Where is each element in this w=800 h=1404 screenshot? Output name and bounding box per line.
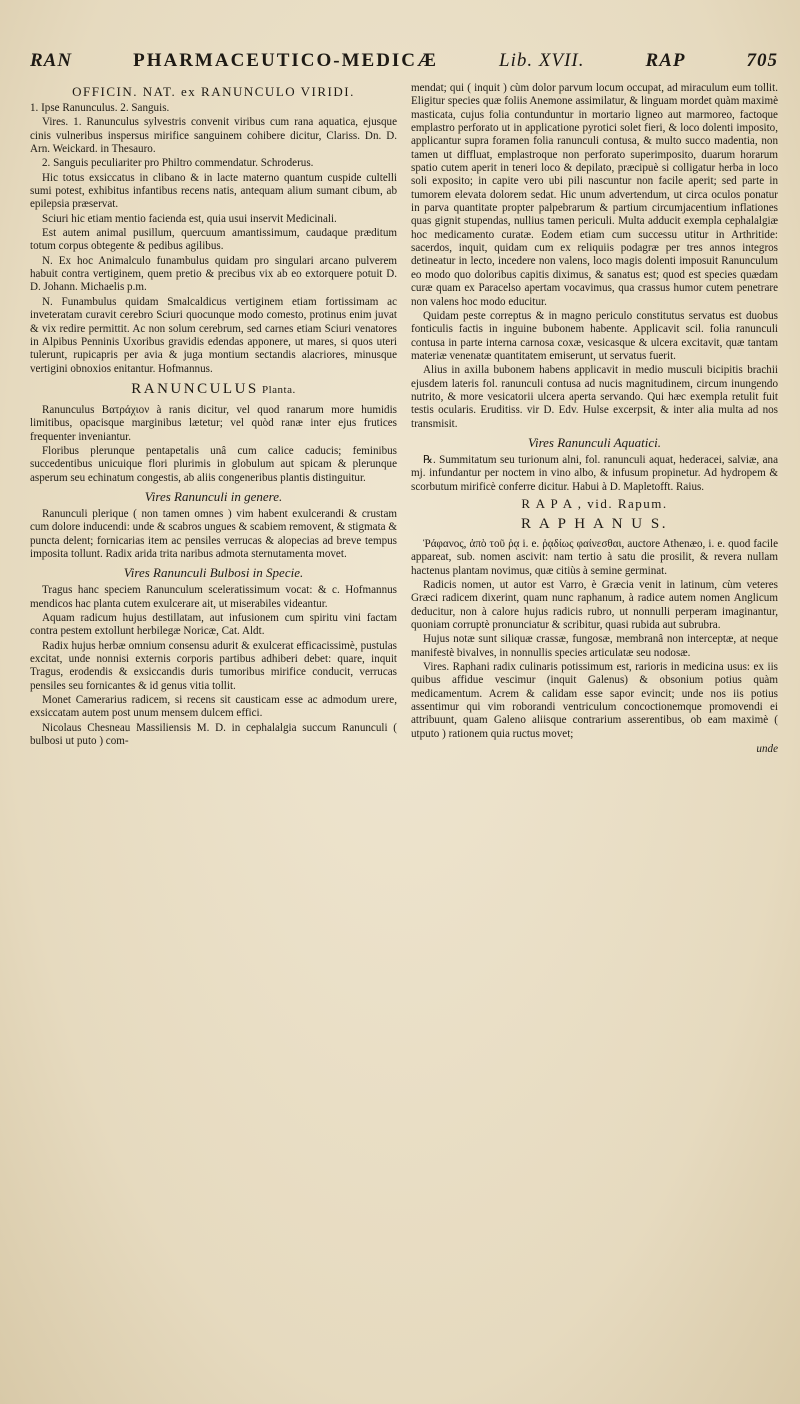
running-head-title: PHARMACEUTICO-MEDICÆ [133,50,439,71]
paragraph: Floribus plerunque pentapetalis unâ cum calice caducis; feminibus succedentibus unicuique flori plurimis in globulum aut spicam & plerunque asperum seu echinatum congestis, ab aliis congeneribus plantis distinguitur. [30,444,397,484]
paragraph: Ranunculi plerique ( non tamen omnes ) vim habent exulcerandi & crustam cum dolore inducendi: unde & scabros ungues & scabiem removent, & stigmata & puncta delent; fornicarias item ac pensiles verrucas & alopecias ad breve tempus imposita tollunt. Radix arida trita naribus admota sternutamenta movet. [30,507,397,560]
section-heading-subtitle: Planta. [258,383,296,396]
paragraph: N. Ex hoc Animalculo funambulus quidam pro singulari arcano pulverem habuit contra vertiginem, quem pretio & precibus vix ab eo extorquere potuit D. D. Johann. Michaelis p.m. [30,254,397,294]
paragraph: Quidam peste correptus & in magno periculo constitutus servatus est duobus fonticulis factis in inguine bubonem habente. Applicavit scil. folia ranunculi contusa in parte interna carnosa coxæ, vesicasque & ulcera excitavit, quæ tantam materiæ venenatæ quantitatem emiserunt, ut servatus fuerit. [411,309,778,362]
paragraph: Radicis nomen, ut autor est Varro, è Græcia venit in latinum, cùm veteres Græci radicem dixerint, quam nunc raphanum, à radice autem nomen Anglicum deducitur, non à calore hujus radicis rubro, ut nonnulli perperam imaginantur, quoniam corruptè pronunciatur & scribitur, quasi rubida aut subrubra. [411,579,778,632]
paragraph: Nicolaus Chesneau Massiliensis M. D. in cephalalgia succum Ranunculi ( bulbosi ut puto ) com- [30,721,397,748]
paragraph: Ranunculus Βατράχιον à ranis dicitur, vel quod ranarum more humidis limitibus, opacisque marginibus lætetur; vel quòd ranæ inter ejus frutices frequenter inveniantur. [30,403,397,443]
paragraph: mendat; qui ( inquit ) cùm dolor parvum locum occupat, ad miraculum eum tollit. Eligitur species quæ foliis Anemone assimilatur, & linguam mordet quàm maximè masticata, cujus folia contunduntur in mortario ligneo aut marmoreo, factoque emplastro perforato ut in applicatione pyrotici solet fieri, & loco dolenti imposito, applicantur supra foramen folia ranunculi contusa, & multo succo madentia, non tamen ut diffluat, emplastroque non perforato superimposito, duarum horarum spatio cutem aperit in teneri loco & depilato, præcipuè si colligatur herba in loco soli exposito; in capite vero ubi pili nascuntur non facile aperit; sed parte in tumorem elevata dolorem sedat. Hic unum advertendum, ut circa oculos ponatur in parva quantitate propter palpebrarum & partium circumjacentium inflationes quas gignit stupendas, nullius tamen periculi. Multa adducit exempla cephalalgiæ hoc medicamento curatæ. Eodem etiam cum successu utitur in Arthritide: sacerdos, inquit, quidam cum ex reliquiis podagræ per tres annos integros detineatur in lecto, incedere non valens, loco magis dolenti imposuit Ranunculum eo modo quo doloribus capitis diximus, & sanatus est; quod est species quædam curæ quam ex Paracelso apertam vocavimus, qua crassus humor cutem penetrare non valens hoc modo educitur. [411,82,778,308]
right-column [411,82,778,1390]
section-heading-text: R A P H A N U S. [521,515,668,532]
section-heading-text: R A P A , vid. Rapum. [521,495,668,511]
paragraph: N. Funambulus quidam Smalcaldicus vertiginem etiam fortissimam ac inveteratam curavit cerebro Sciuri quocunque modo comesto, protinus enim juvat & vix redire permittit. Ac non solum cerebrum, sed carnes etiam Sciuri venatores in Alpibus Penninis Uxoribus gravidis edendas apponere, ut mares, si quos uteri tulerunt, rupicapris per avia & juga montium sectandis alacriores, minusque vertigini obnoxios enitantur. Hofmannus. [30,295,397,375]
paragraph: Hujus notæ sunt siliquæ crassæ, fungosæ, membranâ non interceptæ, at neque manifestè bivalves, in nonnullis species articulatæ seu nodosæ. [411,633,778,659]
section-heading-text: OFFICIN. NAT. ex RANUNCULO VIRIDI. [72,84,355,99]
section-heading [30,382,397,398]
left-column [30,82,397,1390]
paragraph: Monet Camerarius radicem, si recens sit causticam esse ac admodum urere, exsiccatam autem post unum mensem dulcem effici. [30,694,397,720]
running-head-left: RAN [30,50,73,71]
paragraph: Est autem animal pusillum, quercuum amantissimum, caudaque præditum totum corpus obtegente & pedibus agilibus. [30,227,397,253]
paragraph: 2. Sanguis peculiariter pro Philtro commendatur. Schroderus. [42,157,314,170]
paragraph: ℞. Summitatum seu turionum alni, fol. ranunculi aquat, hederacei, salviæ, ana mj. infundantur per noctem in vino albo, & infusum propinetur. Ad hydropem & scorbutum mirificè conferre dicitur. Habui à D. Mapletofft. Raius. [411,453,778,493]
subsection-heading: Vires Ranunculi Bulbosi in Specie. [123,565,304,581]
paragraph: Sciuri hic etiam mentio facienda est, quia usui inservit Medicinali. [42,212,337,225]
section-heading [30,84,397,99]
running-head [30,50,778,80]
running-head-right: RAP [645,50,686,71]
paragraph: 1. Ipse Ranunculus. 2. Sanguis. [30,102,170,114]
paragraph: Vires. 1. Ranunculus sylvestris convenit viribus cum rana aquatica, ejusque cinis vulneribus inspersus mirifice sanguinem cohibere dicitur, Clariss. Dn. D. Arn. Weickard. in Thesauro. [30,116,397,156]
text-columns [30,82,778,1390]
section-heading [411,496,778,511]
page-number: 705 [746,50,778,71]
paragraph: Hic totus exsiccatus in clibano & in lacte materno quantum cuspide cultelli sumi potest, exhibitus infantibus recens natis, antequam alium sumant cibum, ab epilepsia præservat. [30,171,397,211]
section-heading-text: RANUNCULUS [131,380,259,397]
subsection-heading: Vires Ranunculi in genere. [144,488,283,504]
paragraph: Tragus hanc speciem Ranunculum sceleratissimum vocat: & c. Hofmannus mendicos hac planta cutem exulcerare ait, ut miserabiles videantur. [30,584,397,610]
catchword: unde [756,743,778,756]
paragraph: Alius in axilla bubonem habens applicavit in medio musculi bicipitis brachii ejusdem lateris fol. ranunculi contusa ad nucis magnitudinem, circum inungendo nutrito, & more vesicatorii ulcera aperta servando. Qui hæc exempla retulit fuit testis ocularis. Eruditiss. vir D. Edv. Hulse excerpsit, & inter alia multa ad nos transmisit. [411,364,778,430]
paragraph: Aquam radicum hujus destillatam, aut infusionem cum spiritu vini factam contra pestem extollunt herbilegæ Noricæ, Cat. Aldt. [30,612,397,638]
paragraph: Vires. Raphani radix culinaris potissimum est, rarioris in medicina usus: ex iis quibus affidue vescimur (inquit Galenus) & obsonium potius quàm medicamentum. Acrem & calidam esse sapor evincit; unde nos iis potius assentimur qui vim roborandi ventriculum concoctionemque promovendi ei attribuunt, quam Galeno aliisque contrarium asserentibus, ob eam maximè ( utputo ) rationem quia ructus movet; [411,661,778,740]
paragraph: Ῥάφανος, ἀπὸ τοῦ ῥᾳ i. e. ῥᾳδίως φαίνεσθαι, auctore Athenæo, i. e. quod facile appareat, sub. nomen ascivit: nam tertio à satu die prosilit, & revera nullam hactenus plantam novimus, quæ citiùs à semine germinat. [411,537,778,577]
subsection-heading: Vires Ranunculi Aquatici. [528,434,661,450]
section-heading [411,517,778,532]
paragraph: Radix hujus herbæ omnium consensu adurit & exulcerat efficacissimè, pustulas excitat, unde nonnisi externis corporis partibus adhiberi debet: quare, inquit Tragus, erodendis & exsiccandis duris tumoribus mirifice conducit, verrucas pensiles seu fornicantes & id genus vitia tollit. [30,639,397,692]
running-head-book: Lib. XVII. [499,50,585,71]
